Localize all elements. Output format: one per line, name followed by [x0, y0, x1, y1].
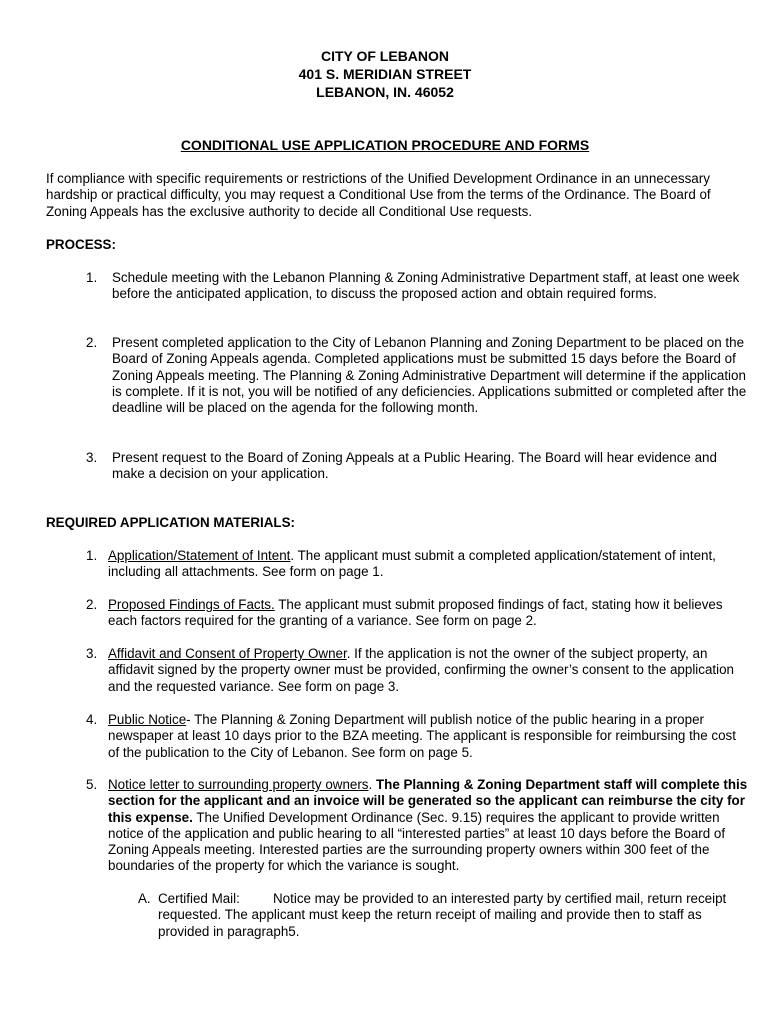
sub-item-label: Certified Mail: [158, 891, 240, 906]
item-number: 5. [86, 777, 98, 792]
item-text [108, 548, 748, 581]
item-description: The applicant must submit proposed findings of fact, stating how it believes each factors required for the granting of a variance. See form on page 2. [108, 597, 723, 629]
item-label: Affidavit and Consent of Property Owner [108, 646, 347, 661]
intro-paragraph: If compliance with specific requirements or restrictions of the Unified Development Ordinance in an unnecessary hardship or practical difficulty, you may request a Conditional Use from the terms of the Ordinance. The Board of Zoning Appeals has the exclusive authority to decide all Conditional Use requests. [46, 171, 711, 219]
process-heading: PROCESS: [46, 237, 116, 252]
item-number: 2. [86, 335, 98, 350]
sub-item-letter: A. [138, 891, 151, 906]
item-number: 1. [86, 548, 98, 563]
item-separator: . [368, 777, 376, 792]
item-text: Schedule meeting with the Lebanon Planning & Zoning Administrative Department staff, at least one week before the anticipated application, to discuss the proposed action and obtain required forms. [112, 270, 740, 302]
item-text [108, 777, 748, 875]
item-number: 3. [86, 450, 98, 465]
item-description: - The Planning & Zoning Department will publish notice of the public hearing in a proper newspaper at least 10 days prior to the BZA meeting. The applicant is responsible for reimbursing the cost of the publication to the City of Lebanon. See form on page 5. [108, 712, 736, 760]
item-description: . If the application is not the owner of the subject property, an affidavit signed by the property owner must be provided, confirming the owner’s consent to the application and the requested variance. See form on page 3. [108, 646, 735, 694]
item-number: 2. [86, 597, 98, 612]
item-label: Public Notice [108, 712, 187, 727]
item-label: Application/Statement of Intent [108, 548, 291, 563]
item-bold-notice: The Planning & Zoning Department staff will complete this section for the applicant and an invoice will be generated so the applicant can reimburse the city for this expense. [108, 777, 748, 825]
header-street: 401 S. MERIDIAN STREET [298, 66, 472, 82]
materials-heading: REQUIRED APPLICATION MATERIALS: [46, 515, 295, 530]
item-text [108, 712, 748, 761]
item-text: Present completed application to the City of Lebanon Planning and Zoning Department to be placed on the Board of Zoning Appeals agenda. Completed applications must be submitted 15 days before the Board of Zoning Appeals meeting. The Planning & Zoning Administrative Department will determine if the application is complete. If it is not, you will be notified of any deficiencies. Applications submitted or completed after the deadline will be placed on the agenda for the following month. [112, 335, 747, 416]
item-description: . The applicant must submit a completed application/statement of intent, including all attachments. See form on page 1. [108, 548, 716, 580]
item-number: 3. [86, 646, 98, 661]
sub-item-text [158, 891, 743, 940]
item-text [108, 597, 748, 630]
page-title: CONDITIONAL USE APPLICATION PROCEDURE AND FORMS [180, 137, 590, 153]
item-description: The Unified Development Ordinance (Sec. 9.15) requires the applicant to provide written notice of the application and public hearing to all “interested parties” at least 10 days before the Board of Zoning Appeals meeting. Interested parties are the surrounding property owners within 300 feet of the boundaries of the property for which the variance is sought. [108, 809, 726, 874]
header-city: CITY OF LEBANON [320, 48, 450, 64]
item-label: Proposed Findings of Facts. [108, 597, 275, 612]
item-text: Present request to the Board of Zoning Appeals at a Public Hearing. The Board will hear evidence and make a decision on your application. [112, 450, 717, 482]
item-text [108, 646, 748, 695]
item-number: 4. [86, 712, 98, 727]
item-number: 1. [86, 270, 98, 285]
sub-item-description: Notice may be provided to an interested party by certified mail, return receipt requested. The applicant must keep the return receipt of mailing and provide then to staff as provided in paragraph5. [158, 891, 727, 939]
item-label: Notice letter to surrounding property owners [108, 777, 369, 792]
header-city-state-zip: LEBANON, IN. 46052 [316, 84, 454, 100]
